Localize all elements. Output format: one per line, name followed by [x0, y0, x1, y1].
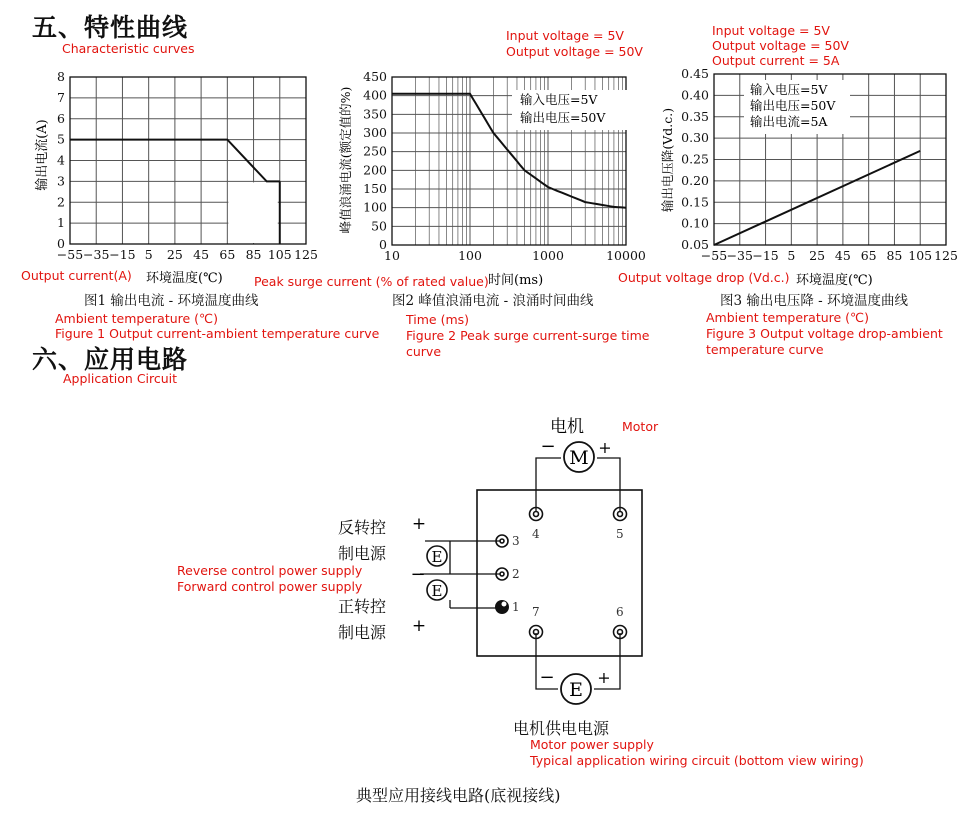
chart3-ylabel-translation: Output voltage drop (Vd.c.)	[618, 270, 790, 285]
pin-6-label: 6	[616, 605, 624, 619]
chart1-xlabel: 环境温度(℃)	[146, 271, 223, 286]
pin1-highlight	[502, 602, 507, 607]
motor-translation: Motor	[622, 419, 659, 434]
y-tick-label: 0.45	[681, 66, 709, 81]
reverse-source-letter: E	[431, 548, 443, 566]
x-tick-label: 25	[809, 248, 826, 263]
circuit-wires	[420, 458, 620, 689]
motor-label: 电机	[550, 417, 584, 437]
x-tick-label: −35	[83, 247, 110, 262]
x-tick-label: −55	[56, 247, 84, 262]
chart3-ylabel: 输出电压降(Vd.c.)	[660, 107, 675, 213]
y-tick-label: 0	[379, 237, 387, 252]
x-tick-label: 25	[166, 247, 183, 262]
pin-5-label: 5	[616, 527, 624, 541]
y-tick-label: 2	[57, 194, 65, 210]
pin1-terminal	[495, 600, 509, 614]
pin-4-label: 4	[532, 527, 540, 541]
chart2-legend-line-1: 输入电压=5V	[520, 92, 598, 107]
x-tick-label: 5	[787, 248, 796, 263]
motor-supply-letter: E	[569, 679, 583, 701]
y-tick-label: 0.40	[681, 87, 709, 103]
motor-minus: −	[540, 436, 556, 457]
chart3-condition-2: Output voltage = 50V	[712, 38, 849, 53]
chart2-legend-line-2: 输出电压=50V	[520, 110, 606, 125]
chart2-xlabel-translation: Time (ms)	[406, 312, 470, 327]
reverse-translation: Reverse control power supply	[177, 563, 363, 578]
y-tick-label: 4	[57, 152, 65, 168]
y-tick-label: 400	[363, 87, 387, 103]
motor-supply-minus: −	[539, 667, 555, 688]
chart3-xlabel: 环境温度(℃)	[796, 273, 873, 288]
chart2-condition-2: Output voltage = 50V	[506, 44, 643, 59]
forward-label-line1: 正转控	[338, 597, 387, 616]
y-tick-label: 0.20	[681, 172, 709, 188]
chart2-ylabel-translation: Peak surge current (% of rated value)	[254, 274, 489, 289]
chart2-condition-1: Input voltage = 5V	[506, 28, 624, 43]
chart2-caption: 图2 峰值浪涌电流 - 浪涌时间曲线	[392, 293, 594, 309]
pin-2-label: 2	[512, 567, 520, 581]
chart3-legend-line-1: 输入电压=5V	[750, 82, 828, 97]
section6-title: 六、应用电路	[32, 345, 189, 374]
motor-supply-plus: +	[597, 668, 611, 687]
x-tick-label: 45	[834, 248, 851, 263]
common-minus: −	[410, 564, 426, 585]
y-tick-label: 0.10	[681, 215, 709, 231]
y-tick-label: 0.25	[681, 151, 709, 167]
pin-3-label: 3	[512, 534, 520, 548]
chart1-ylabel-translation: Output current(A)	[21, 268, 132, 283]
x-tick-label: 105	[908, 248, 933, 263]
reverse-plus: +	[411, 514, 427, 534]
motor-supply-label: 电机供电电源	[513, 719, 610, 738]
section5-translation: Characteristic curves	[62, 41, 195, 56]
y-tick-label: 100	[363, 199, 387, 215]
x-tick-label: 125	[294, 247, 318, 262]
chart2-xlabel: 时间(ms)	[488, 273, 544, 288]
section5-title: 五、特性曲线	[32, 13, 189, 42]
y-tick-label: 0	[57, 236, 65, 251]
forward-label-line2: 制电源	[338, 623, 387, 642]
x-tick-label: 10000	[606, 248, 646, 263]
x-tick-label: −15	[752, 248, 779, 263]
x-tick-label: 1000	[532, 248, 564, 263]
section6-translation: Application Circuit	[63, 371, 178, 386]
x-tick-label: 105	[267, 247, 292, 262]
forward-translation: Forward control power supply	[177, 579, 363, 594]
chart1-caption-translation: Figure 1 Output current-ambient temperature curve	[55, 326, 380, 341]
pin-7-label: 7	[532, 605, 540, 619]
y-tick-label: 250	[363, 143, 387, 159]
y-tick-label: 0.30	[681, 130, 709, 146]
x-tick-label: 10	[384, 248, 400, 263]
chart3-condition-3: Output current = 5A	[712, 53, 840, 68]
x-tick-label: 5	[144, 247, 153, 262]
chart3-legend-line-3: 输出电流=5A	[750, 114, 828, 129]
chart3-caption-translation: Figure 3 Output voltage drop-ambient temperature curve	[706, 326, 943, 357]
x-tick-label: 65	[219, 247, 236, 262]
x-tick-label: 45	[193, 247, 210, 262]
motor-supply-translation: Motor power supply	[530, 737, 654, 752]
y-tick-label: 0.05	[681, 237, 709, 252]
x-tick-label: −15	[109, 247, 136, 262]
chart1-caption: 图1 输出电流 - 环境温度曲线	[84, 293, 259, 309]
pin-1-label: 1	[512, 600, 520, 614]
reverse-label-line1: 反转控	[338, 518, 387, 537]
reverse-label-line2: 制电源	[338, 544, 387, 563]
x-tick-label: 65	[860, 248, 877, 263]
y-tick-label: 3	[57, 173, 65, 189]
motor-plus: +	[598, 438, 612, 457]
y-tick-label: 300	[363, 125, 387, 140]
y-tick-label: 350	[363, 106, 387, 122]
chart3-condition-1: Input voltage = 5V	[712, 23, 830, 38]
chart1-xlabel-translation: Ambient temperature (℃)	[55, 311, 218, 326]
chart2-ylabel: 峰值浪涌电流(额定值的%)	[338, 86, 353, 234]
x-tick-label: 85	[886, 248, 903, 263]
x-tick-label: 125	[934, 248, 958, 263]
chart2-caption-translation: Figure 2 Peak surge current-surge time curve	[406, 328, 650, 359]
y-tick-label: 8	[57, 69, 65, 84]
chart3-legend-line-2: 输出电压=50V	[750, 98, 836, 113]
circuit-caption: 典型应用接线电路(底视接线)	[356, 786, 561, 805]
y-tick-label: 150	[363, 181, 387, 196]
y-tick-label: 1	[57, 215, 65, 231]
y-tick-label: 5	[57, 131, 65, 147]
forward-plus: +	[411, 616, 427, 636]
y-tick-label: 7	[57, 89, 65, 105]
y-tick-label: 0.15	[681, 194, 709, 210]
y-tick-label: 6	[57, 110, 65, 126]
x-tick-label: −35	[726, 248, 753, 263]
x-tick-label: 85	[245, 247, 262, 262]
circuit-translation: Typical application wiring circuit (bottom view wiring)	[530, 753, 864, 768]
x-tick-label: 100	[458, 248, 482, 263]
x-tick-label: −55	[700, 248, 728, 263]
y-tick-label: 200	[363, 162, 387, 178]
forward-source-letter: E	[431, 582, 443, 600]
motor-letter: M	[569, 447, 589, 469]
y-tick-label: 50	[371, 218, 387, 234]
y-tick-label: 450	[363, 69, 387, 84]
y-tick-label: 0.35	[681, 108, 709, 124]
chart1-ylabel: 输出电流(A)	[35, 119, 50, 191]
chart3-caption: 图3 输出电压降 - 环境温度曲线	[720, 293, 909, 309]
chart3-xlabel-translation: Ambient temperature (℃)	[706, 310, 869, 325]
